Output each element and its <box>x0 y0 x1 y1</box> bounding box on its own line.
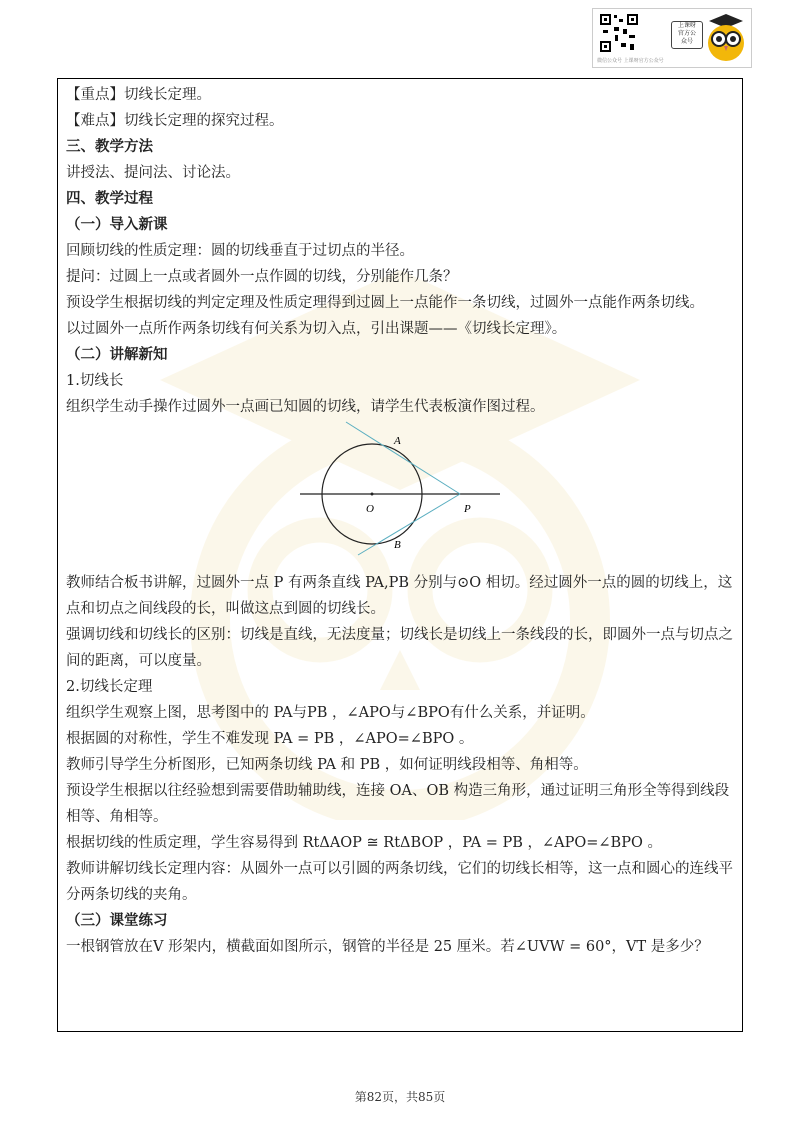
brand-logo <box>592 8 752 68</box>
tangent-pa <box>346 422 460 494</box>
label-p: P <box>464 503 471 515</box>
logo-caption: 微信公众号 上课呀官方公众号 <box>597 58 664 64</box>
subsection-heading: （三）课堂练习 <box>66 912 168 929</box>
text-line: 回顾切线的性质定理：圆的切线垂直于过切点的半径。 <box>66 243 414 259</box>
section-heading: 三、教学方法 <box>66 138 153 155</box>
text-paragraph: 教师讲解切线长定理内容：从圆外一点可以引圆的两条切线，它们的切线长相等，这一点和圆心的连线平分两条切线的夹角。 <box>66 861 733 903</box>
text-line: 根据切线的性质定理，学生容易得到 RtΔAOP ≅ RtΔBOP ，PA = PB ，∠APO=∠BPO 。 <box>66 835 662 851</box>
section-heading: 四、教学过程 <box>66 190 153 207</box>
text-line: 【重点】切线长定理。 <box>66 87 211 103</box>
owl-mascot-icon <box>705 13 747 63</box>
text-paragraph: 强调切线和切线长的区别：切线是直线，无法度量；切线长是切线上一条线段的长，即圆外一点与切点之间的距离，可以度量。 <box>66 627 733 669</box>
text-line: 【难点】切线长定理的探究过程。 <box>66 113 284 129</box>
label-o: O <box>366 503 374 515</box>
text-paragraph: 教师结合板书讲解，过圆外一点 P 有两条直线 PA,PB 分别与⊙O 相切。经过圆外一点的圆的切线上，这点和切点之间线段的长，叫做这点到圆的切线长。 <box>66 575 733 617</box>
text-line: 1.切线长 <box>66 373 124 389</box>
label-a: A <box>394 435 401 447</box>
text-paragraph: 预设学生根据以往经验想到需要借助辅助线，连接 OA、OB 构造三角形，通过证明三角形全等得到线段相等、角相等。 <box>66 783 730 825</box>
text-line: 一根钢管放在V 形架内，横截面如图所示，钢管的半径是 25 厘米。若∠UVW = 60°，VT 是多少？ <box>66 939 709 955</box>
text-line: 教师引导学生分析图形，已知两条切线 PA 和 PB ，如何证明线段相等、角相等。 <box>66 757 588 773</box>
lesson-content <box>66 82 734 960</box>
text-line: 以过圆外一点所作两条切线有何关系为切入点，引出课题——《切线长定理》。 <box>66 321 567 337</box>
speech-bubble: 上课呀 官方公 众号 <box>671 21 703 49</box>
text-line: 讲授法、提问法、讨论法。 <box>66 165 240 181</box>
qr-code-icon <box>599 13 639 53</box>
tangent-diagram <box>300 420 505 570</box>
text-line: 提问：过圆上一点或者圆外一点作圆的切线，分别能作几条？ <box>66 269 458 285</box>
subsection-heading: （一）导入新课 <box>66 216 168 233</box>
text-line: 2.切线长定理 <box>66 679 153 695</box>
subsection-heading: （二）讲解新知 <box>66 346 168 363</box>
text-line: 预设学生根据切线的判定定理及性质定理得到过圆上一点能作一条切线，过圆外一点能作两条切线。 <box>66 295 704 311</box>
page-footer: 第82页，共85页 <box>354 1090 446 1104</box>
center-point <box>371 493 374 496</box>
text-line: 根据圆的对称性，学生不难发现 PA = PB ，∠APO=∠BPO 。 <box>66 731 474 747</box>
label-b: B <box>394 539 401 551</box>
text-line: 组织学生动手操作过圆外一点画已知圆的切线，请学生代表板演作图过程。 <box>66 399 545 415</box>
text-line: 组织学生观察上图，思考图中的 PA与PB ，∠APO与∠BPO有什么关系，并证明。 <box>66 705 595 721</box>
